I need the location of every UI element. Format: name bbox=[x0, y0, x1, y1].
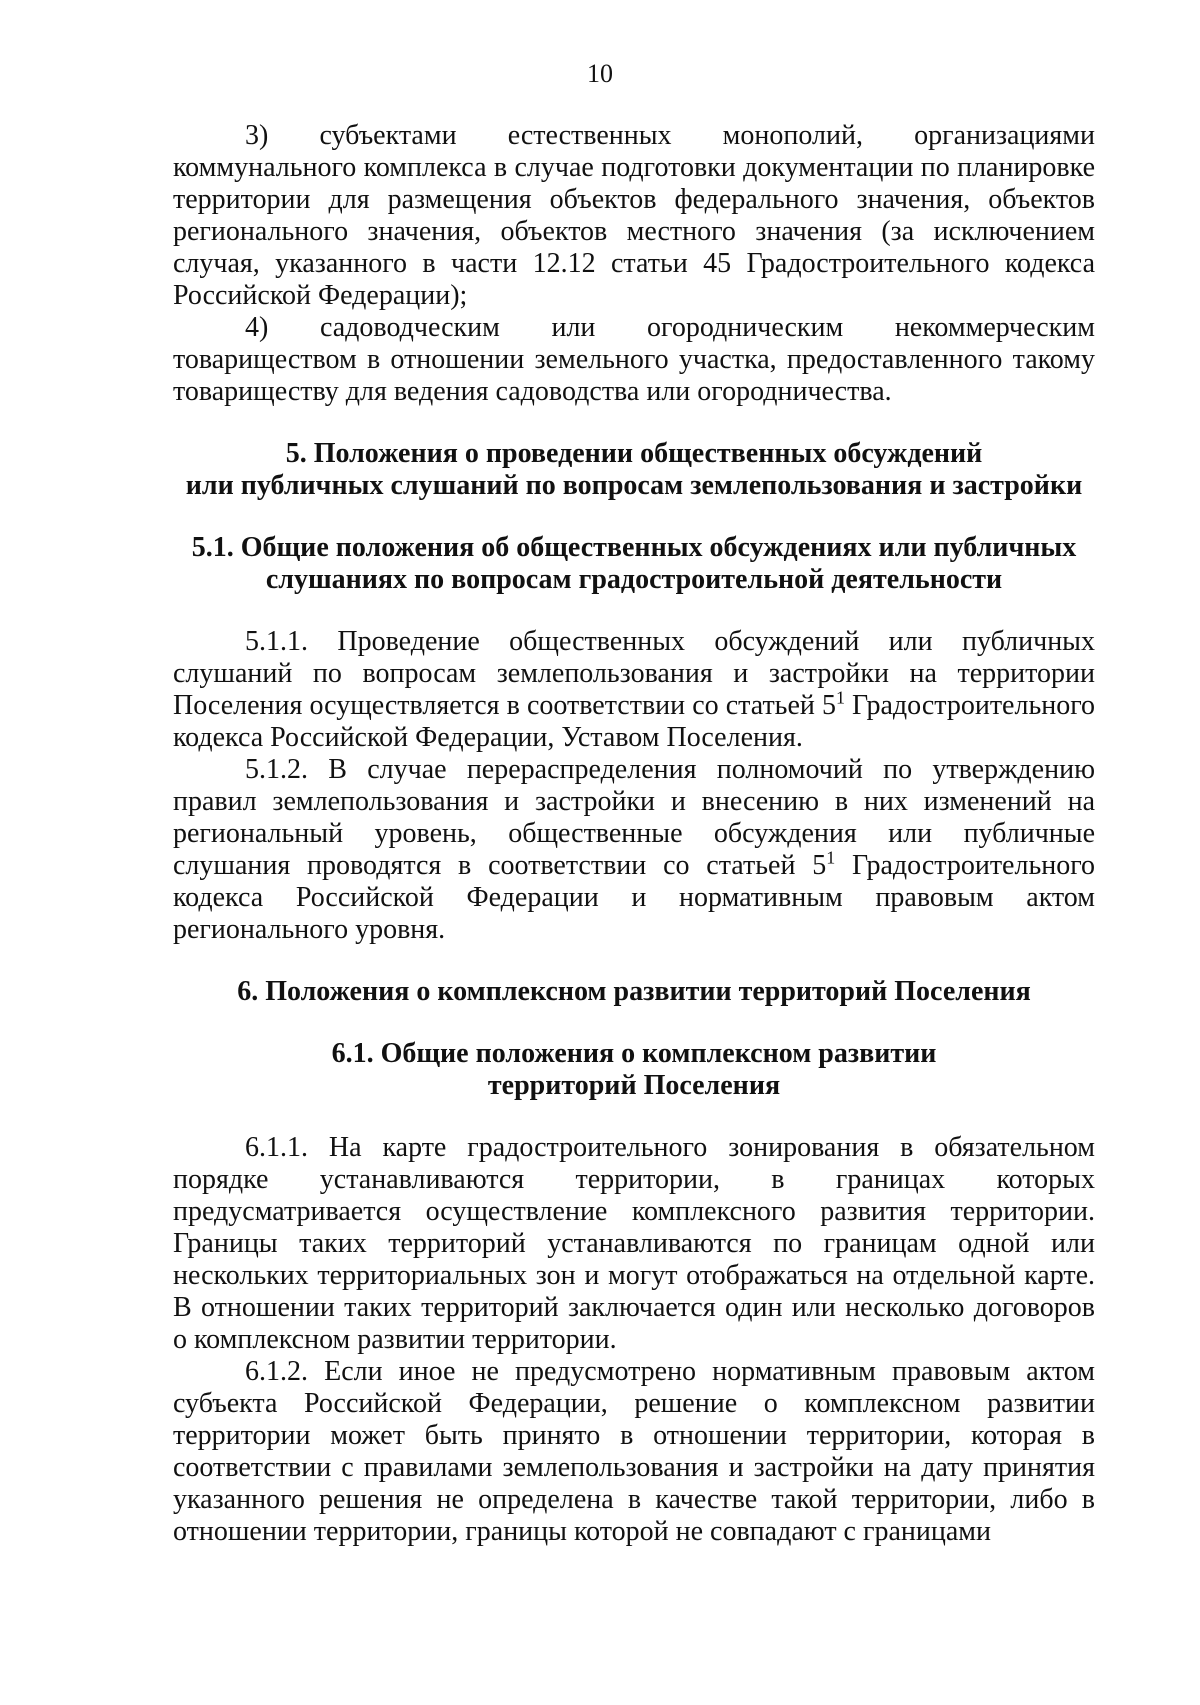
paragraph-5-1-1-text: 5.1.1. Проведение общественных обсуждений или публичных слушаний по вопросам землепользования и застройки на территории Поселения осуществляется в соответствии со статьей 5 bbox=[173, 626, 1095, 721]
section-5-1-heading bbox=[173, 532, 1095, 596]
page-number: 10 bbox=[587, 59, 613, 88]
paragraph-5-1-1 bbox=[173, 626, 1095, 754]
spacer bbox=[173, 946, 1095, 976]
paragraph-3: 3) субъектами естественных монополий, организациями коммунального комплекса в случае подготовки документации по планировке территории для размещения объектов федерального значения, объектов регионального значения, объектов местного значения (за исключением случая, указанного в части 12.12 статьи 45 Градостроительного кодекса Российской Федерации); bbox=[173, 120, 1095, 311]
paragraph-6-1-1: 6.1.1. На карте градостроительного зонирования в обязательном порядке устанавливаются территории, в границах которых предусматривается осуществление комплексного развития территории. Границы таких территорий устанавливаются по границам одной или нескольких территориальных зон и могут отображаться на отдельной карте. В отношении таких территорий заключается один или несколько договоров о комплексном развитии территории. bbox=[173, 1132, 1095, 1355]
paragraph-5-1-2 bbox=[173, 754, 1095, 946]
spacer bbox=[173, 1008, 1095, 1038]
page-content bbox=[173, 120, 1095, 1548]
section-5-1-heading-line-2: слушаниях по вопросам градостроительной деятельности bbox=[265, 564, 1003, 595]
section-6-1-heading-line-2: территорий Поселения bbox=[487, 1070, 781, 1101]
section-5-1-heading-line-1: 5.1. Общие положения об общественных обсуждениях или публичных bbox=[191, 532, 1077, 563]
paragraph-5-1-1-tail: Градостроительного кодекса Российской Федерации, Уставом Поселения. bbox=[173, 690, 1095, 753]
paragraph-6-1-2: 6.1.2. Если иное не предусмотрено нормативным правовым актом субъекта Российской Федерации, решение о комплексном развитии территории может быть принято в отношении территории, которая в соответствии с правилами землепользования и застройки на дату принятия указанного решения не определена в качестве такой территории, либо в отношении территории, границы которой не совпадают с границами bbox=[173, 1356, 1095, 1547]
paragraph-5-1-2-tail: Градостроительного кодекса Российской Федерации и нормативным правовым актом регионального уровня. bbox=[173, 850, 1095, 945]
paragraph-4: 4) садоводческим или огородническим некоммерческим товариществом в отношении земельного участка, предоставленного такому товариществу для ведения садоводства или огородничества. bbox=[173, 312, 1095, 407]
superscript: 1 bbox=[835, 687, 845, 708]
superscript: 1 bbox=[826, 847, 836, 868]
section-5-heading-line-2: или публичных слушаний по вопросам землепользования и застройки bbox=[185, 470, 1083, 501]
spacer bbox=[173, 502, 1095, 532]
section-5-heading-line-1: 5. Положения о проведении общественных обсуждений bbox=[285, 438, 983, 469]
spacer bbox=[173, 596, 1095, 626]
spacer bbox=[173, 408, 1095, 438]
section-6-1-heading-line-1: 6.1. Общие положения о комплексном развитии bbox=[331, 1038, 937, 1069]
spacer bbox=[173, 1102, 1095, 1132]
paragraph-5-1-2-text: 5.1.2. В случае перераспределения полномочий по утверждению правил землепользования и застройки и внесению в них изменений на региональный уровень, общественные обсуждения или публичные слушания проводятся в соответствии со статьей 5 bbox=[173, 754, 1095, 881]
section-6-1-heading bbox=[173, 1038, 1095, 1102]
section-6-heading: 6. Положения о комплексном развитии территорий Поселения bbox=[237, 976, 1031, 1007]
section-5-heading bbox=[173, 438, 1095, 502]
